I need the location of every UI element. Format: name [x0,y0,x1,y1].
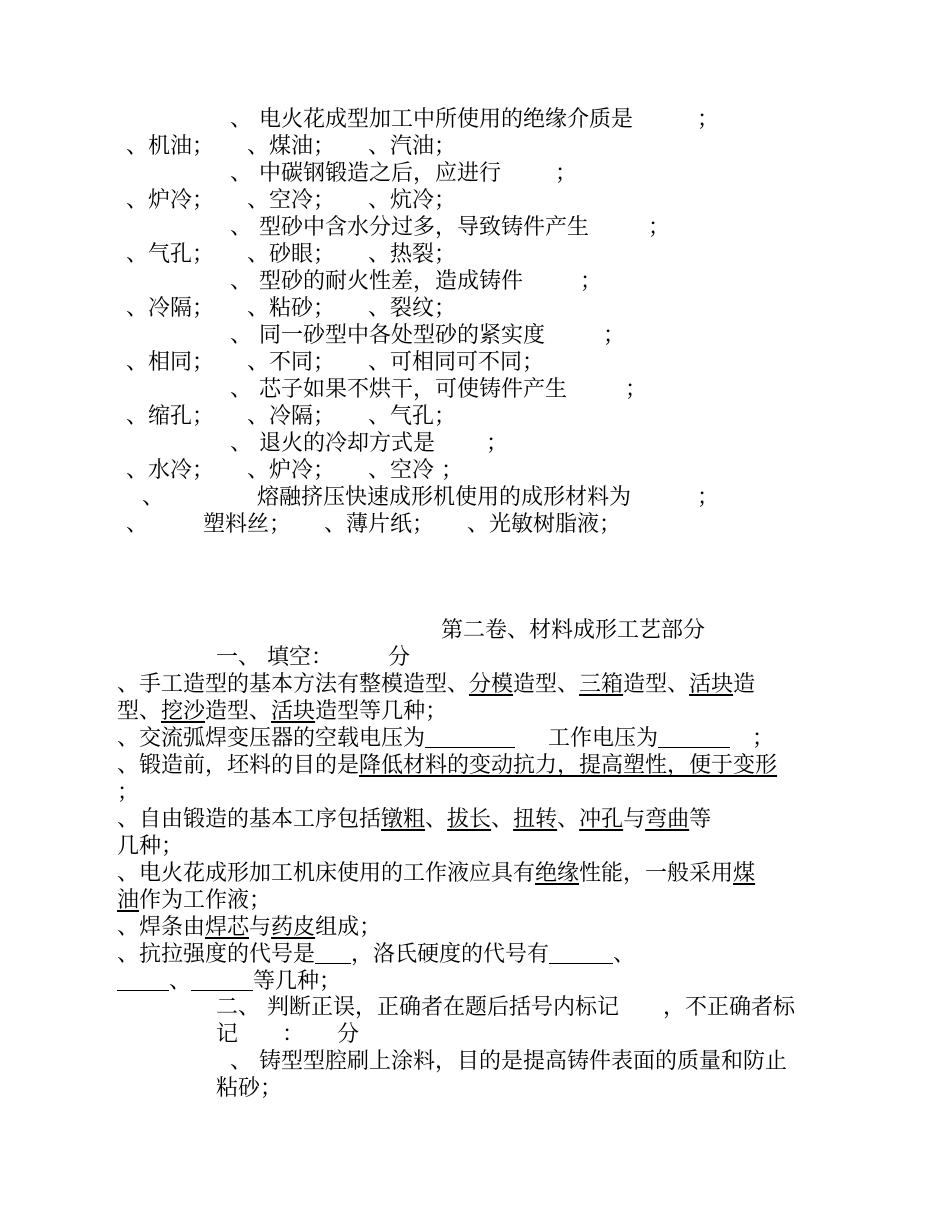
question-6-end: ； [625,377,648,402]
question-1: 、 电火花成型加工中所使用的绝缘介质是 [230,107,633,132]
fill-2: 、交流弧焊变压器的空载电压为 [117,725,515,753]
question-8-end: ； [697,485,720,510]
question-5-options: 、相同； 、不同； 、可相同可不同； [126,350,545,375]
question-1-end: ； [697,107,720,132]
fill-5-answer-2b: 油 [117,888,140,913]
fill-1-line-2: 型、挖沙造型、活块造型等几种； [117,699,448,724]
fill-4-answer-3: 扭转 [513,807,558,832]
section2-heading: 二、 判断正误，正确者在题后括号内标记 ，不正确者标 [216,995,795,1020]
fill-7-blank-3 [117,968,169,991]
fill-2-end: ； [752,726,775,751]
question-4-end: ； [580,269,603,294]
fill-1-answer-4: 挖沙 [161,699,206,724]
question-2-options: 、炉冷； 、空冷； 、炕冷； [126,188,457,213]
question-7-options: 、水冷； 、炉冷； 、空冷 ； [126,458,463,483]
question-4: 、 型砂的耐火性差，造成铸件 [230,269,523,294]
part2-title: 第二卷、材料成形工艺部分 [441,618,706,643]
section2-heading-line-2: 记 ： 分 [216,1022,360,1047]
question-2-end: ； [555,161,578,186]
fill-6-answer-1: 焊芯 [205,915,250,940]
fill-5-answer-2a: 煤 [733,861,756,886]
judge-1-line-2: 粘砂； [216,1076,283,1101]
fill-2-blank-2 [658,725,730,748]
fill-1-answer-1: 分模 [469,672,514,697]
fill-2-part-b: 工作电压为 [548,725,730,753]
fill-4-answer-5: 弯曲 [645,807,690,832]
question-8-options: 、 塑料丝； 、薄片纸； 、光敏树脂液； [126,512,622,537]
fill-6-answer-2: 药皮 [271,915,316,940]
question-3: 、 型砂中含水分过多，导致铸件产生 [230,215,589,240]
question-6: 、 芯子如果不烘干，可使铸件产生 [230,377,567,402]
fill-3: 、锻造前，坯料的目的是降低材料的变动抗力，提高塑性，便于变形 [117,753,778,778]
fill-2-blank-1 [425,725,515,748]
fill-3-answer: 降低材料的变动抗力，提高塑性，便于变形 [359,753,778,778]
fill-4-answer-2: 拔长 [447,807,492,832]
fill-3-end: ； [117,780,140,805]
fill-4-line-2: 几种； [117,834,184,859]
fill-5: 、电火花成形加工机床使用的工作液应具有绝缘性能，一般采用煤 [117,861,756,886]
judge-1: 、 铸型型腔刷上涂料，目的是提高铸件表面的质量和防止 [230,1049,787,1074]
question-5-end: ； [603,323,626,348]
question-3-options: 、气孔； 、砂眼； 、热裂； [126,242,457,267]
question-3-end: ； [648,215,671,240]
question-2: 、 中碳钢锻造之后，应进行 [230,161,501,186]
fill-7-blank-4 [191,968,253,991]
question-7: 、 退火的冷却方式是 [230,431,435,456]
fill-4-answer-1: 镦粗 [381,807,426,832]
fill-5-line-2: 油作为工作液； [117,888,272,913]
fill-7-blank-2 [549,941,613,964]
fill-5-answer-1: 绝缘 [535,861,580,886]
question-5: 、 同一砂型中各处型砂的紧实度 [230,323,545,348]
question-4-options: 、冷隔； 、粘砂； 、裂纹； [126,296,457,321]
section1-heading: 一、 填空： 分 [216,645,410,670]
fill-1-answer-2: 三箱 [579,672,624,697]
fill-7: 、抗拉强度的代号是 ，洛氏硬度的代号有 、 [117,942,636,967]
question-8: 熔融挤压快速成形机使用的成形材料为 [257,485,632,510]
question-6-options: 、缩孔； 、冷隔； 、气孔； [126,404,457,429]
fill-1-answer-3: 活块 [689,672,734,697]
question-7-end: ； [486,431,509,456]
fill-7-line-2: 、 等几种； [117,968,341,996]
fill-4-answer-4: 冲孔 [579,807,624,832]
question-1-options: 、机油； 、煤油； 、汽油； [126,134,457,159]
fill-7-blank-1 [315,941,351,964]
fill-1-line-1: 、手工造型的基本方法有整模造型、分模造型、三箱造型、活块造 [117,672,756,697]
question-8-mark: 、 [142,485,165,510]
fill-4: 、自由锻造的基本工序包括镦粗、拔长、扭转、冲孔与弯曲等 [117,807,712,832]
fill-1-answer-5: 活块 [271,699,316,724]
fill-6: 、焊条由焊芯与药皮组成； [117,915,382,940]
